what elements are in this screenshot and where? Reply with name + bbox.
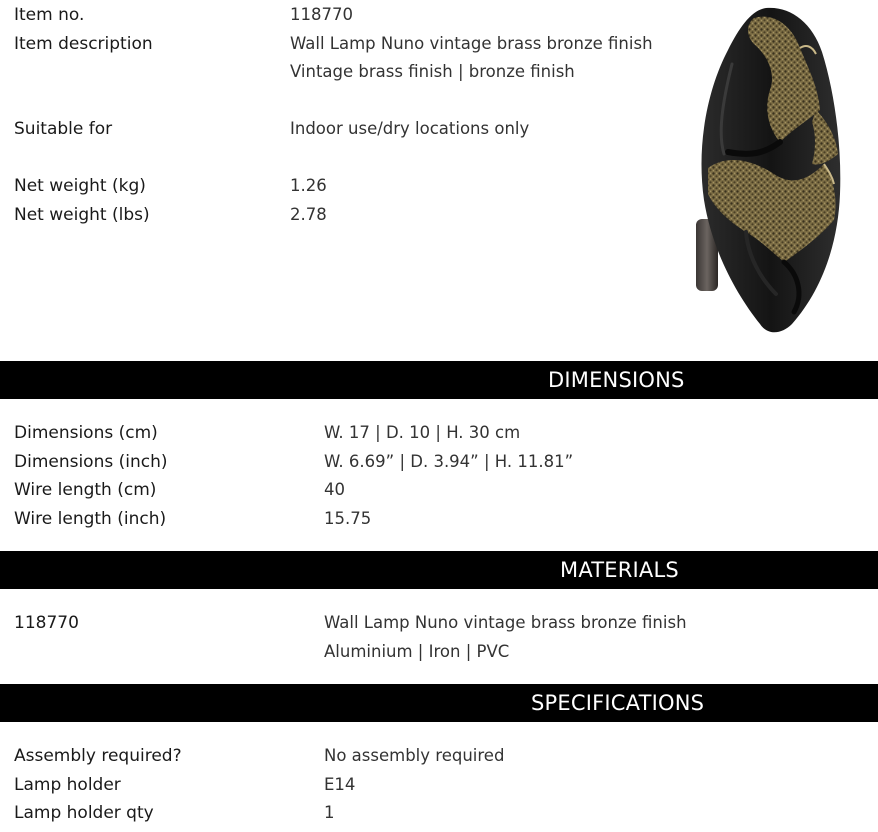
net-weight-kg-label: Net weight (kg) [14, 176, 146, 196]
materials-item-code: 118770 [14, 613, 79, 633]
item-description-line2: Vintage brass finish | bronze finish [290, 62, 575, 81]
net-weight-lbs-value: 2.78 [290, 205, 327, 224]
dimensions-cm-label: Dimensions (cm) [14, 423, 158, 443]
item-no-value: 118770 [290, 5, 353, 24]
wire-length-cm-label: Wire length (cm) [14, 480, 157, 500]
suitable-for-value: Indoor use/dry locations only [290, 119, 530, 138]
wall-lamp-nuno-image [688, 4, 854, 336]
item-description-line1: Wall Lamp Nuno vintage brass bronze finish [290, 34, 653, 53]
lamp-holder-label: Lamp holder [14, 775, 121, 795]
specifications-title: SPECIFICATIONS [531, 691, 705, 715]
net-weight-kg-value: 1.26 [290, 176, 327, 195]
dimensions-cm-value: W. 17 | D. 10 | H. 30 cm [324, 423, 521, 442]
wire-length-inch-label: Wire length (inch) [14, 509, 167, 529]
item-description-label: Item description [14, 34, 153, 54]
materials-line1: Wall Lamp Nuno vintage brass bronze finish [324, 613, 687, 632]
specifications-header-bar [0, 684, 878, 722]
materials-title: MATERIALS [560, 558, 679, 582]
lamp-holder-qty-label: Lamp holder qty [14, 803, 154, 823]
dimensions-inch-label: Dimensions (inch) [14, 452, 168, 472]
dimensions-header-bar [0, 361, 878, 399]
materials-header-bar [0, 551, 878, 589]
lamp-holder-value: E14 [324, 775, 356, 794]
dimensions-inch-value: W. 6.69” | D. 3.94” | H. 11.81” [324, 452, 574, 471]
wire-length-cm-value: 40 [324, 480, 345, 499]
assembly-required-value: No assembly required [324, 746, 505, 765]
materials-line2: Aluminium | Iron | PVC [324, 642, 510, 661]
net-weight-lbs-label: Net weight (lbs) [14, 205, 150, 225]
suitable-for-label: Suitable for [14, 119, 113, 139]
wire-length-inch-value: 15.75 [324, 509, 372, 528]
assembly-required-label: Assembly required? [14, 746, 182, 766]
lamp-holder-qty-value: 1 [324, 803, 335, 822]
item-no-label: Item no. [14, 5, 85, 25]
dimensions-title: DIMENSIONS [548, 368, 685, 392]
